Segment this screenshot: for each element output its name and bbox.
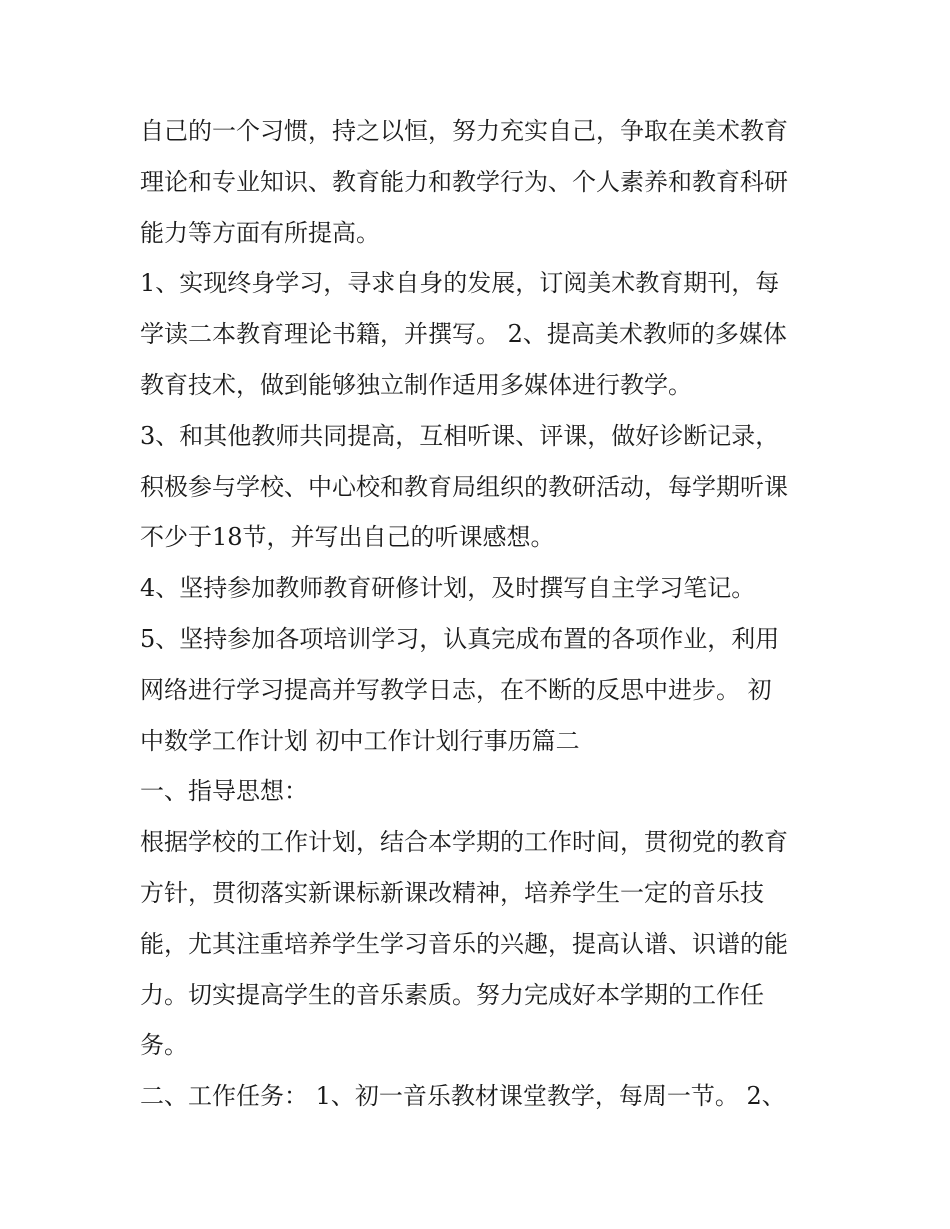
text-line: 力。切实提高学生的音乐素质。努力完成好本学期的工作任 <box>140 980 764 1009</box>
text-line: 教育技术，做到能够独立制作适用多媒体进行教学。 <box>140 370 692 399</box>
text-line: 自己的一个习惯，持之以恒，努力充实自己，争取在美术教育 <box>140 117 788 145</box>
text-line: 不少于18节，并写出自己的听课感想。 <box>140 523 555 552</box>
text-line: 根据学校的工作计划，结合本学期的工作时间，贯彻党的教育 <box>140 828 788 857</box>
text-line: 学读二本教育理论书籍，并撰写。 2、提高美术教师的多媒体 <box>140 320 787 349</box>
document-body <box>140 106 820 1122</box>
text-line: 方针，贯彻落实新课标新课改精神，培养学生一定的音乐技 <box>140 878 764 907</box>
text-line: 网络进行学习提高并写教学日志，在不断的反思中进步。 初 <box>140 675 772 704</box>
text-line: 4、坚持参加教师教育研修计划，及时撰写自主学习笔记。 <box>140 574 756 603</box>
text-line: 中数学工作计划 初中工作计划行事历篇二 <box>140 726 580 755</box>
text-line: 理论和专业知识、教育能力和教学行为、个人素养和教育科研 <box>140 167 788 196</box>
text-line: 5、坚持参加各项培训学习，认真完成布置的各项作业，利用 <box>140 624 780 653</box>
text-line: 能，尤其注重培养学生学习音乐的兴趣，提高认谱、识谱的能 <box>140 929 788 958</box>
section-heading: 二、工作任务： 1、初一音乐教材课堂教学，每周一节。 2、 <box>140 1082 786 1111</box>
text-line: 3、和其他教师共同提高，互相听课、评课，做好诊断记录， <box>140 421 780 450</box>
text-line: 务。 <box>140 1031 188 1060</box>
text-line: 能力等方面有所提高。 <box>140 218 380 247</box>
text-line: 积极参与学校、中心校和教育局组织的教研活动，每学期听课 <box>140 472 788 501</box>
text-line: 1、实现终身学习，寻求自身的发展，订阅美术教育期刊，每 <box>140 269 780 298</box>
section-heading: 一、指导思想： <box>140 777 308 806</box>
